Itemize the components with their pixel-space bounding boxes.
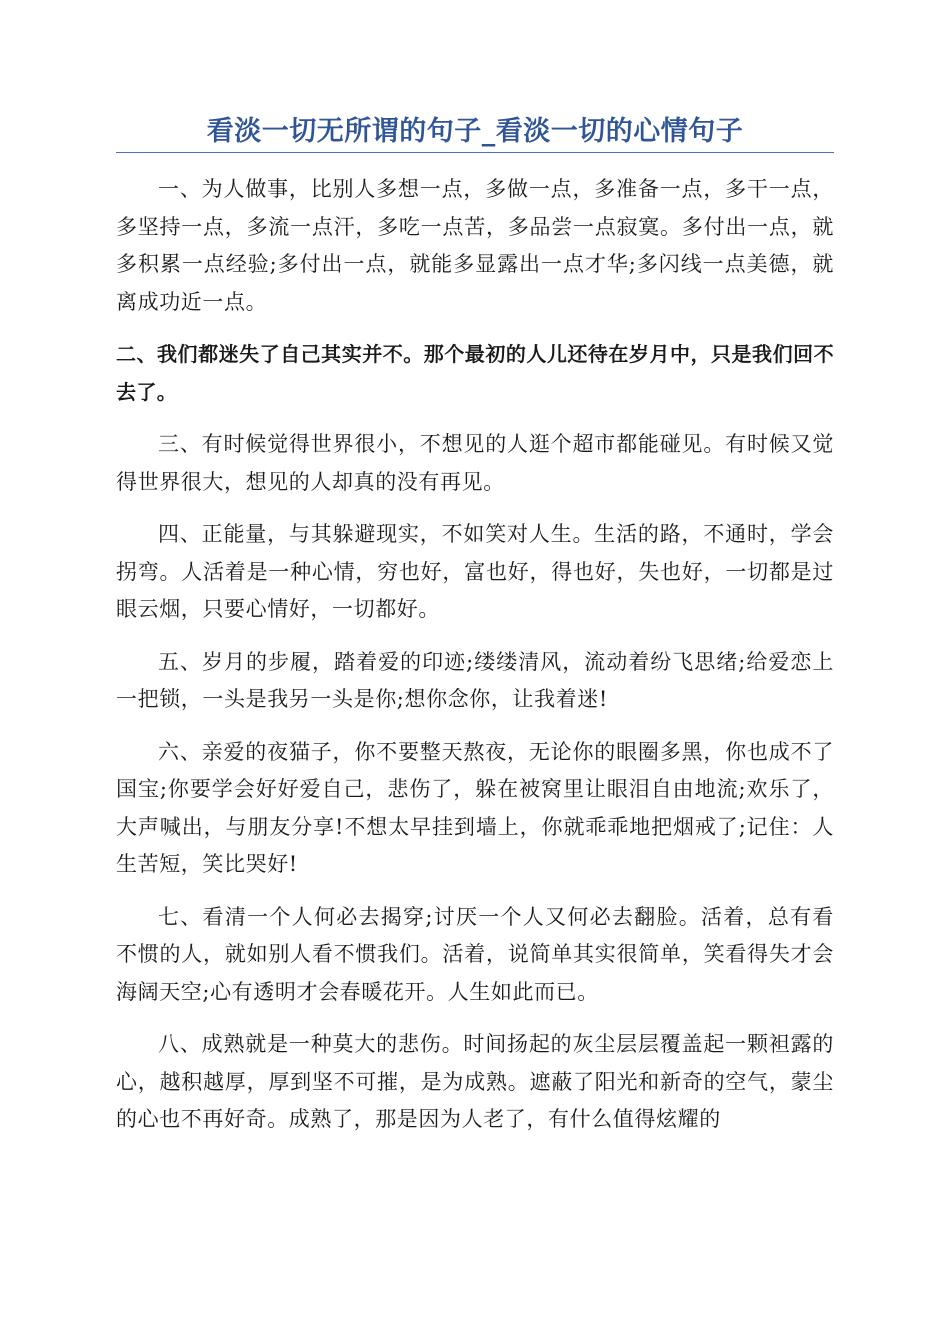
paragraph-4: 四、正能量，与其躲避现实，不如笑对人生。生活的路，不通时，学会拐弯。人活着是一种心情，穷也好，富也好，得也好，失也好，一切都是过眼云烟，只要心情好，一切都好。 <box>116 522 834 621</box>
paragraph-1: 一、为人做事，比别人多想一点，多做一点，多准备一点，多干一点，多坚持一点，多流一点汗，多吃一点苦，多品尝一点寂寞。多付出一点，就多积累一点经验;多付出一点，就能多显露出一点才华;多闪线一点美德，就离成功近一点。 <box>116 177 834 314</box>
paragraph-7: 七、看清一个人何必去揭穿;讨厌一个人又何必去翻脸。活着，总有看不惯的人，就如别人看不惯我们。活着，说简单其实很简单，笑看得失才会海阔天空;心有透明才会春暖花开。人生如此而已。 <box>116 904 834 1004</box>
paragraph-6: 六、亲爱的夜猫子，你不要整天熬夜，无论你的眼圈多黑，你也成不了国宝;你要学会好好爱自己，悲伤了，躲在被窝里让眼泪自由地流;欢乐了，大声喊出，与朋友分享!不想太早挂到墙上，你就乖乖地把烟戒了;记住：人生苦短，笑比哭好! <box>116 739 834 876</box>
title-underline <box>116 152 834 153</box>
paragraph-8: 八、成熟就是一种莫大的悲伤。时间扬起的灰尘层层覆盖起一颗袒露的心，越积越厚，厚到坚不可摧，是为成熟。遮蔽了阳光和新奇的空气，蒙尘的心也不再好奇。成熟了，那是因为人老了，有什么值得炫耀的 <box>116 1032 834 1131</box>
paragraph-2: 二、我们都迷失了自己其实并不。那个最初的人儿还待在岁月中，只是我们回不去了。 <box>116 342 834 404</box>
paragraph-5: 五、岁月的步履，踏着爱的印迹;缕缕清风，流动着纷飞思绪;给爱恋上一把锁，一头是我另一头是你;想你念你，让我着迷! <box>116 649 834 711</box>
document-page <box>116 100 834 1154</box>
paragraph-3: 三、有时候觉得世界很小，不想见的人逛个超市都能碰见。有时候又觉得世界很大，想见的人却真的没有再见。 <box>116 432 834 494</box>
page-title: 看淡一切无所谓的句子_看淡一切的心情句子 <box>206 116 744 147</box>
